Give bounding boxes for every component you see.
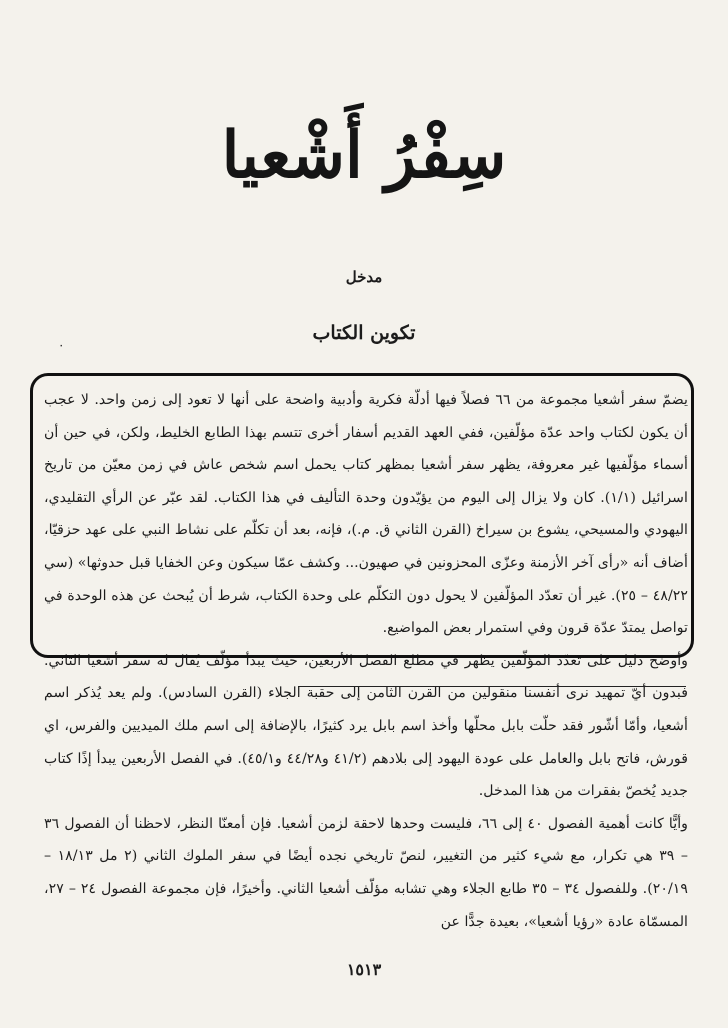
section-heading: تكوين الكتاب	[312, 322, 416, 344]
page-number: ١٥١٣	[346, 960, 382, 979]
intro-label: مدخل	[345, 268, 383, 286]
paragraph-2: وأوضح دليل على تعدّد المؤلّفين يظهر في مطلع الفصل الأربعين، حيث يبدأ مؤلّف يُقال له سفر أشعيا الثاني. فبدون أيّ تمهيد نرى أنفسنا منقولين من القرن الثامن إلى حقبة الجلاء (القرن السادس). ولم يعد يُذكر اسم أشعيا، وأمّا أشّور فقد حلّت بابل محلّها وأخذ اسم بابل يرد كثيرًا، بالإضافة إلى اسم ملك الميديين والفرس، اي قورش، فاتح بابل والعامل على عودة اليهود إلى بلادهم (٤١/٢ و٤٤/٢٨ و٤٥/١). في الفصل الأربعين يبدأ إذًا كتاب جديد يُخصّ بفقرات من هذا المدخل.	[44, 652, 689, 800]
book-title: سِفْرُ أَشْعيا	[221, 118, 507, 193]
paragraph-3: وأيًّا كانت أهمية الفصول ٤٠ إلى ٦٦، فليست وحدها لاحقة لزمن أشعيا. فإن أمعنّا النظر، لاحظنا أن الفصول ٣٦ – ٣٩ هي تكرار، مع شيء كثير من التغيير، لنصّ تاريخي نجده أيضًا في سفر الملوك الثاني (٢ مل ١٨/١٣ – ٢٠/١٩). وللفصول ٣٤ – ٣٥ طابع الجلاء وهي تشابه مؤلّف أشعيا الثاني. وأخيرًا، فإن مجموعة الفصول ٢٤ – ٢٧، المسمّاة عادة «رؤيا أشعيا»، بعيدة جدًّا عن	[44, 815, 688, 930]
highlight-box	[30, 373, 694, 658]
underline-annotation	[298, 686, 686, 687]
paragraph-1: يضمّ سفر أشعيا مجموعة من ٦٦ فصلاً فيها أدلّة فكرية وأدبية واضحة على أنها لا تعود إلى زمن واحد. لا عجب أن يكون لكتاب واحد عدّة مؤلّفين، ففي العهد القديم أسفار أخرى تتسم بهذا الطابع الخليط، ولكن، في حين أن أسماء مؤلّفيها غير معروفة، يظهر سفر أشعيا بمظهر كتاب يحمل اسم شخص عاش في زمن معيّن من تاريخ اسرائيل (١/١). كان ولا يزال إلى اليوم من يؤيّدون وحدة التأليف في هذا الكتاب. لقد عبّر عن الرأي التقليدي، اليهودي والمسيحي، يشوع بن سيراخ (القرن الثاني ق. م.)، فإنه، بعد أن تكلّم على نشاط النبي على عهد حزقيّا، أضاف أنه «رأى آخر الأزمنة وعزّى المحزونين في صهيون... وكشف عمّا سيكون وعن الخفايا قبل حدوثها» (سي ٤٨/٢٢ – ٢٥). غير أن تعدّد المؤلّفين لا يحول دون التكلّم على وحدة الكتاب، شرط أن يُبحث عن هذه الوحدة في تواصل يمتدّ عدّة قرون وفي استمرار بعض المواضيع.	[44, 392, 688, 637]
margin-mark: ٠	[58, 338, 65, 352]
